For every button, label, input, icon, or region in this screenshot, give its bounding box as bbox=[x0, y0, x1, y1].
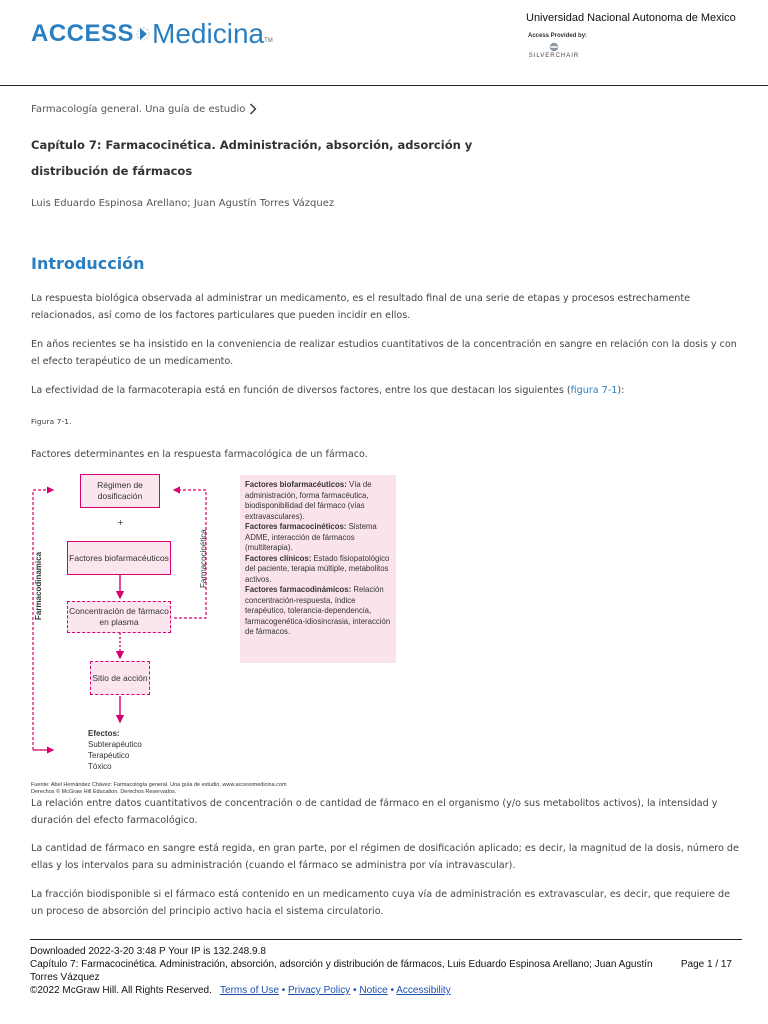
figure-box-biofarmaceuticos: Factores biofarmacéuticos bbox=[67, 541, 171, 575]
accessmedicina-logo[interactable] bbox=[31, 14, 273, 54]
privacy-policy-link[interactable]: Privacy Policy bbox=[288, 985, 351, 996]
footer-separator: • bbox=[281, 985, 286, 996]
footer-download-info: Downloaded 2022-3-20 3:48 P Your IP is 132.248.9.8 bbox=[30, 946, 266, 957]
info-heading-2: Factores farmacocinéticos: bbox=[245, 522, 347, 531]
footer-page-number: Page 1 / 17 bbox=[680, 959, 732, 970]
footer-legal-row bbox=[30, 984, 742, 997]
paragraph-5: La cantidad de fármaco en sangre está regida, en gran parte, por el régimen de dosificación aplicado; es decir, la magnitud de la dosis, número de ellas y los intervalos para su administración (cuando el fármaco se administra por vía intravascular). bbox=[31, 843, 739, 871]
page-header bbox=[0, 0, 768, 86]
chevron-right-icon bbox=[249, 103, 257, 115]
figure-source-line-1: Fuente: Abel Hernández Chávez: Farmacología general. Una guía de estudio, www.accessmedicina.com bbox=[31, 782, 287, 788]
logo-medicina-text: Medicina bbox=[152, 18, 265, 49]
figure-box-concentracion: Concentración de fármaco en plasma bbox=[67, 601, 171, 633]
figure-source-line-2: Derechos © McGraw Hill Education. Derechos Reservados. bbox=[31, 788, 177, 795]
effects-heading: Efectos: bbox=[88, 729, 120, 738]
effect-item: Subterapéutico bbox=[88, 740, 142, 749]
figure-effects bbox=[88, 728, 142, 772]
access-provided-by: Access Provided by: bbox=[528, 33, 588, 39]
effect-item: Terapéutico bbox=[88, 751, 130, 760]
notice-link[interactable]: Notice bbox=[359, 985, 388, 996]
silverchair-logo bbox=[528, 42, 580, 59]
info-text-1: Vía de administración, forma farmacéutica, biodisponibilidad del fármaco (vías extravasculares). bbox=[245, 480, 372, 521]
page-footer bbox=[30, 939, 742, 997]
chapter-title: Capítulo 7: Farmacocinética. Administración, absorción, adsorción y distribución de fármacos bbox=[31, 138, 473, 178]
footer-copyright: ©2022 McGraw Hill. All Rights Reserved. bbox=[30, 985, 212, 996]
effect-item: Tóxico bbox=[88, 762, 112, 771]
figure-link[interactable]: figura 7-1 bbox=[570, 385, 618, 396]
silverchair-emblem-icon bbox=[549, 42, 559, 52]
paragraph-3 bbox=[31, 382, 741, 399]
figure-source bbox=[31, 782, 391, 795]
breadcrumb-label[interactable]: Farmacología general. Una guía de estudio bbox=[31, 103, 246, 115]
figure-caption: Factores determinantes en la respuesta farmacológica de un fármaco. bbox=[31, 449, 368, 460]
figure-7-1 bbox=[31, 470, 401, 794]
logo-tm: TM bbox=[264, 38, 273, 44]
figure-info-panel bbox=[240, 475, 396, 663]
info-text-3: Estado fisiopatológico del paciente, terapia múltiple, metabolitos activos. bbox=[245, 553, 390, 584]
silverchair-name: SILVERCHAIR bbox=[528, 53, 580, 59]
paragraph-3-text-b: ): bbox=[617, 385, 625, 396]
info-text-2: Sistema ADME, interacción de fármacos (multiterapia). bbox=[245, 522, 377, 552]
footer-citation-cont: Torres Vázquez bbox=[30, 972, 100, 983]
footer-citation: Capítulo 7: Farmacocinética. Administración, absorción, adsorción y distribución de fármacos, Luis Eduardo Espinosa Arellano; Juan Agustín bbox=[30, 959, 653, 970]
figure-plus: + bbox=[117, 518, 124, 527]
paragraph-1: La respuesta biológica observada al administrar un medicamento, es el resultado final de una serie de etapas y procesos estrechamente relacionados, así como de los factores particulares que pueden incidir en ellos. bbox=[31, 293, 691, 321]
info-heading-4: Factores farmacodinámicos: bbox=[245, 585, 352, 594]
logo-arrow-icon bbox=[136, 23, 150, 45]
paragraph-6: La fracción biodisponible si el fármaco está contenido en un medicamento cuya vía de administración es extravascular, es decir, que requiere de un proceso de absorción del principio activo hacia el sistema circulatorio. bbox=[31, 889, 730, 917]
footer-separator: • bbox=[390, 985, 394, 996]
figure-label-farmacocinetica: Farmacocinética bbox=[199, 529, 208, 588]
institution-name: Universidad Nacional Autonoma de Mexico bbox=[526, 12, 736, 24]
info-heading-1: Factores biofarmacéuticos: bbox=[245, 480, 347, 489]
breadcrumb[interactable] bbox=[31, 103, 257, 115]
info-heading-3: Factores clínicos: bbox=[245, 553, 312, 563]
section-heading: Introducción bbox=[31, 254, 145, 273]
footer-separator: • bbox=[353, 985, 357, 996]
figure-box-regimen: Régimen de dosificación bbox=[80, 474, 160, 508]
paragraph-4: La relación entre datos cuantitativos de concentración o de cantidad de fármaco en el organismo (y/o sus metabolitos activos), la intensidad y duración del efecto farmacológico. bbox=[31, 798, 718, 826]
paragraph-3-text-a: La efectividad de la farmacoterapia está en función de diversos factores, entre los que destacan los siguientes ( bbox=[31, 385, 571, 396]
figure-label-farmacodinamica: Farmacodinamica bbox=[34, 551, 43, 620]
figure-box-sitio: Sitio de acción bbox=[90, 661, 150, 695]
logo-access-text: ACCESS bbox=[31, 20, 135, 47]
terms-of-use-link[interactable]: Terms of Use bbox=[220, 985, 279, 996]
figure-label: Figura 7-1. bbox=[31, 418, 72, 426]
chapter-authors: Luis Eduardo Espinosa Arellano; Juan Agustín Torres Vázquez bbox=[31, 198, 335, 209]
footer-citation-row bbox=[30, 958, 742, 971]
accessibility-link[interactable]: Accessibility bbox=[396, 985, 451, 996]
paragraph-2: En años recientes se ha insistido en la conveniencia de realizar estudios cuantitativos de la concentración en sangre en relación con la dosis y con el efecto terapéutico de un medicamento. bbox=[31, 339, 737, 367]
info-text-4: Relación concentración-respuesta, índice terapéutico, tolerancia-dependencia, farmacogenética-idiosincrasia, interacción de fármacos. bbox=[245, 585, 391, 636]
